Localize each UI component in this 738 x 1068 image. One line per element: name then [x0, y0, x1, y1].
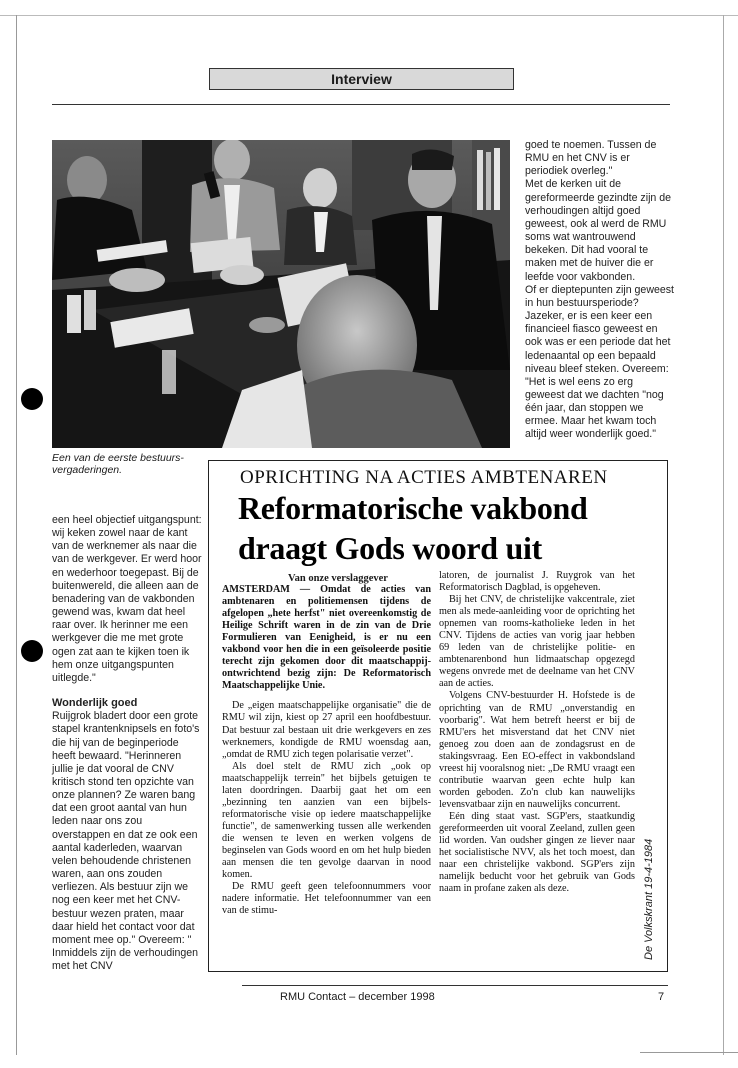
footer-title: RMU Contact – december 1998	[280, 991, 435, 1003]
margin-bullet	[21, 388, 43, 410]
left-column-body: Ruijgrok bladert door een grote stapel krantenknipsels en foto's die hij van de beginperiode heeft bewaard. "Herinneren jullie je dat vooral de CNV kritisch stond ten opzichte van onze plannen? Ze waren bang dat een groot aantal van hun leden naar ons zou overstappen en dat ze ook een aantal kaderleden, waarvan velen behoudende christenen waren, aan ons zouden verliezen. Als bestuur zijn we nog een keer met het CNV-bestuur wezen praten, maar daar hield het contact voor dat moment mee op." Overeem: " Inmiddels zijn de verhoudingen met het CNV	[52, 710, 200, 973]
top-rule	[52, 104, 670, 105]
clipping-headline-line: Reformatorische vakbond	[238, 490, 588, 526]
section-label: Interview	[209, 68, 514, 90]
page-edge-bottom	[640, 1052, 738, 1053]
right-column-paragraph: Of er dieptepunten zijn geweest in hun bestuursperiode? Jazeker, er is een keer een financieel fiasco geweest en ook was er een periode dat het ledenaantal op een bepaald niveau bleef steken. Overeem: "Het is wel eens zo erg geweest dat we dachten "nog één jaar, dan stoppen we ermee. Maar het kwam toch altijd weer wonderlijk goed."	[525, 283, 674, 441]
right-column	[525, 139, 675, 442]
clipping-source-text: De Volkskrant 19-4-1984	[643, 838, 655, 960]
clipping-paragraph: latoren, de journalist J. Ruygrok van het Reformatorisch Dagblad, is opgeheven.	[439, 570, 635, 594]
clipping-paragraph: De RMU geeft geen telefoonnummers voor nadere informatie. Het telefoonnummer van een van de stimu-	[222, 881, 431, 917]
right-column-paragraph: goed te noemen. Tussen de RMU en het CNV is er periodiek overleg."	[525, 139, 657, 178]
page-edge-right	[723, 15, 724, 1055]
clipping-paragraph: Volgens CNV-bestuurder H. Hofstede is de oprichting van de RMU „onverstandig en voorbarig". Wat hem betreft heerst er bij de RMU'ers het misverstand dat het CNV niet genoeg zou doen aan de zondagsrust en de stakingsvraag. Een EO-effect in vakbondsland vreest hij vooralsnog niet: „De RMU vraagt een contributie waarvan geen echte hulp kan worden geboden. Zo'n club kan nauwelijks levensvatbaar zijn en nauwelijks concurrent.	[439, 690, 635, 810]
clipping-paragraph: Als doel stelt de RMU zich „ook op maatschappelijk terrein" het bijbels getuigen te laten doordringen. Daarbij gaat het om een „bezinning ten aanzien van een bijbels-reformatorische visie op iedere maatschappelijke functie", de samenwerking tussen alle werkenden die wensen te leven en werken volgens de beginselen van Gods woord en om het hulp bieden aan mensen die ten gevolge daarvan in nood komen.	[222, 760, 431, 881]
clipping-headline	[238, 488, 658, 568]
left-column-intro: een heel objectief uitgangspunt: wij keken zowel naar de kant van de werknemer als naar die van de werkgever. Er werd hoor en wederhoor toegepast. Bij de buitenwereld, die alleen aan de benadering van de vakbonden gewend was, kwam dat heel raar over. Ik herinner me een werkgever die me met grote ogen zat aan te kijken toen ik hem onze uitgangspunten uitlegde."	[52, 514, 202, 684]
bottom-rule	[242, 985, 668, 986]
photo-caption: Een van de eerste bestuurs-vergaderingen.	[52, 452, 184, 476]
clipping-column-1	[222, 584, 431, 917]
right-column-paragraph: Met de kerken uit de gereformeerde gezindte zijn de verhoudingen altijd goed geweest, ook al werd de RMU soms wat wantrouwend bekeken. Dit had vooral te maken met de huiver die er leefde voor vakbonden.	[525, 178, 672, 283]
clipping-paragraph: De „eigen maatschappelijke organisatie" die de RMU wil zijn, kiest op 27 april een hoofdbestuur. Dat bestuur zal bestaan uit drie werkgevers en zes werknemers, kondigde de RMU woensdag aan, „omdat de RMU zich tegen polarisatie verzet".	[222, 700, 431, 760]
clipping-byline: Van onze verslaggever	[288, 573, 388, 584]
clipping-paragraph: Eén ding staat vast. SGP'ers, staatkundig gereformeerden uit vooral Zeeland, zullen geen lid worden. Van oudsher gingen ze liever naar het socialistische NVV, als het toch moest, dan naar een christelijke vakbond. SGP'ers zijn namelijk beducht voor het gebruik van Gods naam in profane zaken als deze.	[439, 810, 635, 895]
clipping-lead: AMSTERDAM — Omdat de acties van ambtenaren en politiemensen tijdens de afgelopen „hete herfst" niet overeenkomstig de Heilige Schrift waren in de zin van de Drie Formulieren van Eenigheid, is er nu een vakbond voor hen die in een geïsoleerde positie terecht zijn gekomen door dit maatschappij-ontwrichtend bezig zijn: De Reformatorisch Maatschappelijke Unie.	[222, 584, 431, 692]
clipping-kicker: OPRICHTING NA ACTIES AMBTENAREN	[240, 467, 608, 488]
meeting-photo	[52, 140, 510, 448]
clipping-source	[641, 820, 661, 960]
meeting-photo-graphic	[52, 140, 510, 448]
clipping-column-2	[439, 570, 635, 895]
clipping-headline-line: draagt Gods woord uit	[238, 530, 542, 566]
page-number: 7	[658, 991, 665, 1003]
left-column	[52, 514, 202, 973]
page-edge-top	[0, 15, 738, 16]
margin-bullet	[21, 640, 43, 662]
subheading: Wonderlijk goed	[52, 697, 138, 710]
page-edge-left	[16, 15, 17, 1055]
clipping-paragraph: Bij het CNV, de christelijke vakcentrale, ziet men als mede-aanleiding voor de oprichting het opnemen van rooms-katholieke leden in het CNV. Tijdens de acties van vorig jaar hebben 69 leden van de christelijke politie- en ambtenarenbond hun lidmaatschap opgezegd wegens onvrede met de deelname van het CNV aan de acties.	[439, 594, 635, 690]
